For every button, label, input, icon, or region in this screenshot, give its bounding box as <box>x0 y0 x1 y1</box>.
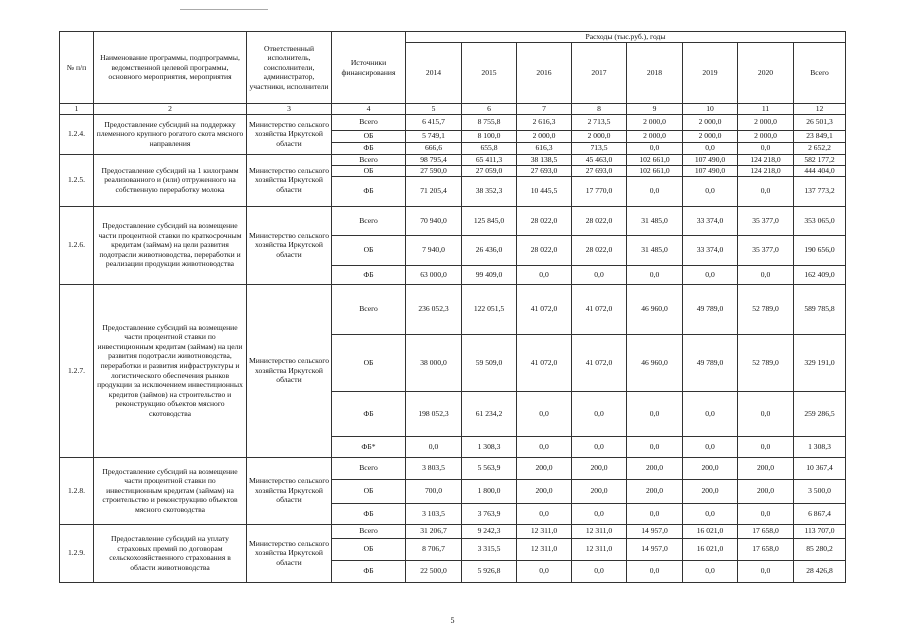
year-value: 2 713,5 <box>572 114 627 130</box>
year-value: 99 409,0 <box>462 265 517 284</box>
year-value: 0,0 <box>738 391 794 436</box>
year-value: 8 706,7 <box>406 538 462 560</box>
year-value: 655,8 <box>462 142 517 154</box>
year-value: 0,0 <box>627 265 683 284</box>
top-rule <box>180 9 268 10</box>
total-value: 582 177,2 <box>794 154 846 165</box>
year-value: 1 800,0 <box>462 479 517 503</box>
year-value: 8 100,0 <box>462 130 517 142</box>
year-value: 17 770,0 <box>572 176 627 206</box>
column-number: 10 <box>683 104 738 115</box>
year-value: 12 311,0 <box>517 524 572 538</box>
year-value: 3 315,5 <box>462 538 517 560</box>
year-value: 49 789,0 <box>683 334 738 391</box>
total-value: 6 867,4 <box>794 503 846 524</box>
col-header-total: Всего <box>794 43 846 104</box>
year-value: 0,0 <box>627 176 683 206</box>
year-value: 27 590,0 <box>406 165 462 176</box>
year-value: 27 693,0 <box>517 165 572 176</box>
year-value: 7 940,0 <box>406 235 462 265</box>
year-value: 198 052,3 <box>406 391 462 436</box>
year-value: 122 051,5 <box>462 284 517 334</box>
measure-name: Предоставление субсидий на 1 килограмм реализованного и (или) отгруженного на собственную переработку молока <box>94 154 247 206</box>
year-value: 52 789,0 <box>738 334 794 391</box>
year-value: 616,3 <box>517 142 572 154</box>
funding-source: Всего <box>332 457 406 479</box>
total-value: 190 656,0 <box>794 235 846 265</box>
year-value: 200,0 <box>517 457 572 479</box>
funding-source: ФБ* <box>332 436 406 457</box>
total-value: 26 501,3 <box>794 114 846 130</box>
year-value: 14 957,0 <box>627 538 683 560</box>
page-number: 5 <box>450 616 455 625</box>
year-value: 12 311,0 <box>572 538 627 560</box>
column-number: 1 <box>60 104 94 115</box>
year-value: 38 000,0 <box>406 334 462 391</box>
year-value: 0,0 <box>738 560 794 582</box>
funding-source: ФБ <box>332 503 406 524</box>
funding-source: Всего <box>332 524 406 538</box>
year-value: 0,0 <box>627 391 683 436</box>
table-row <box>60 284 846 334</box>
column-number: 2 <box>94 104 247 115</box>
funding-source: Всего <box>332 154 406 165</box>
total-value: 444 404,0 <box>794 165 846 176</box>
year-value: 5 926,8 <box>462 560 517 582</box>
year-value: 0,0 <box>738 503 794 524</box>
year-value: 33 374,0 <box>683 235 738 265</box>
total-value: 329 191,0 <box>794 334 846 391</box>
year-value: 12 311,0 <box>572 524 627 538</box>
year-value: 0,0 <box>572 560 627 582</box>
funding-source: Всего <box>332 114 406 130</box>
funding-source: ФБ <box>332 142 406 154</box>
column-number: 11 <box>738 104 794 115</box>
column-number-row <box>60 104 846 115</box>
year-value: 0,0 <box>627 560 683 582</box>
year-value: 102 661,0 <box>627 165 683 176</box>
total-value: 1 308,3 <box>794 436 846 457</box>
year-value: 14 957,0 <box>627 524 683 538</box>
year-value: 3 103,5 <box>406 503 462 524</box>
year-value: 2 000,0 <box>738 130 794 142</box>
col-header-year: 2016 <box>517 43 572 104</box>
year-value: 200,0 <box>738 479 794 503</box>
table-row <box>60 524 846 538</box>
measure-name: Предоставление субсидий на уплату страховых премий по договорам сельскохозяйственного страхования в области животноводства <box>94 524 247 582</box>
year-value: 2 000,0 <box>572 130 627 142</box>
total-value: 113 707,0 <box>794 524 846 538</box>
total-value: 10 367,4 <box>794 457 846 479</box>
total-value: 2 652,2 <box>794 142 846 154</box>
year-value: 28 022,0 <box>572 206 627 235</box>
total-value: 162 409,0 <box>794 265 846 284</box>
row-number: 1.2.6. <box>60 206 94 284</box>
year-value: 107 490,0 <box>683 165 738 176</box>
year-value: 17 658,0 <box>738 538 794 560</box>
year-value: 0,0 <box>627 503 683 524</box>
col-header-year: 2014 <box>406 43 462 104</box>
year-value: 0,0 <box>683 176 738 206</box>
year-value: 45 463,0 <box>572 154 627 165</box>
column-number: 9 <box>627 104 683 115</box>
year-value: 2 000,0 <box>738 114 794 130</box>
year-value: 0,0 <box>683 436 738 457</box>
year-value: 41 072,0 <box>517 334 572 391</box>
year-value: 200,0 <box>627 479 683 503</box>
year-value: 59 509,0 <box>462 334 517 391</box>
responsible-executor: Министерство сельского хозяйства Иркутской области <box>247 206 332 284</box>
row-number: 1.2.4. <box>60 114 94 154</box>
table-row <box>60 206 846 235</box>
col-header-responsible: Ответственный исполнитель, соисполнители, администратор, участники, исполнители <box>247 32 332 104</box>
year-value: 46 960,0 <box>627 334 683 391</box>
year-value: 28 022,0 <box>517 235 572 265</box>
responsible-executor: Министерство сельского хозяйства Иркутской области <box>247 524 332 582</box>
year-value: 3 763,9 <box>462 503 517 524</box>
funding-source: ОБ <box>332 235 406 265</box>
year-value: 0,0 <box>572 436 627 457</box>
funding-source: Всего <box>332 206 406 235</box>
year-value: 22 500,0 <box>406 560 462 582</box>
col-header-expenses: Расходы (тыс.руб.), годы <box>406 32 846 43</box>
year-value: 3 803,5 <box>406 457 462 479</box>
col-header-num: № п/п <box>60 32 94 104</box>
year-value: 0,0 <box>683 503 738 524</box>
total-value: 589 785,8 <box>794 284 846 334</box>
year-value: 41 072,0 <box>517 284 572 334</box>
year-value: 28 022,0 <box>572 235 627 265</box>
row-number: 1.2.9. <box>60 524 94 582</box>
measure-name: Предоставление субсидий на поддержку племенного крупного рогатого скота мясного направления <box>94 114 247 154</box>
year-value: 10 445,5 <box>517 176 572 206</box>
year-value: 35 377,0 <box>738 235 794 265</box>
year-value: 0,0 <box>517 391 572 436</box>
year-value: 2 000,0 <box>683 130 738 142</box>
column-number: 5 <box>406 104 462 115</box>
year-value: 0,0 <box>517 265 572 284</box>
year-value: 33 374,0 <box>683 206 738 235</box>
year-value: 200,0 <box>738 457 794 479</box>
year-value: 71 205,4 <box>406 176 462 206</box>
year-value: 41 072,0 <box>572 334 627 391</box>
year-value: 0,0 <box>627 142 683 154</box>
funding-source: ОБ <box>332 130 406 142</box>
table-row <box>60 154 846 165</box>
funding-source: ОБ <box>332 479 406 503</box>
year-value: 49 789,0 <box>683 284 738 334</box>
year-value: 0,0 <box>738 265 794 284</box>
year-value: 46 960,0 <box>627 284 683 334</box>
year-value: 700,0 <box>406 479 462 503</box>
col-header-year: 2017 <box>572 43 627 104</box>
funding-source: ФБ <box>332 391 406 436</box>
year-value: 27 693,0 <box>572 165 627 176</box>
total-value: 3 500,0 <box>794 479 846 503</box>
column-number: 4 <box>332 104 406 115</box>
year-value: 8 755,8 <box>462 114 517 130</box>
year-value: 5 749,1 <box>406 130 462 142</box>
expenses-table <box>59 31 846 583</box>
year-value: 0,0 <box>517 560 572 582</box>
responsible-executor: Министерство сельского хозяйства Иркутской области <box>247 457 332 524</box>
year-value: 31 485,0 <box>627 206 683 235</box>
responsible-executor: Министерство сельского хозяйства Иркутской области <box>247 114 332 154</box>
row-number: 1.2.5. <box>60 154 94 206</box>
year-value: 0,0 <box>572 391 627 436</box>
total-value: 23 849,1 <box>794 130 846 142</box>
year-value: 200,0 <box>683 479 738 503</box>
col-header-name: Наименование программы, подпрограммы, ведомственной целевой программы, основного мероприятия, мероприятия <box>94 32 247 104</box>
year-value: 124 218,0 <box>738 165 794 176</box>
year-value: 9 242,3 <box>462 524 517 538</box>
year-value: 2 000,0 <box>627 130 683 142</box>
year-value: 200,0 <box>683 457 738 479</box>
measure-name: Предоставление субсидий на возмещение части процентной ставки по краткосрочным кредитам (займам) на цели развития подотрасли животноводства, переработки и реализации продукции животноводства <box>94 206 247 284</box>
year-value: 41 072,0 <box>572 284 627 334</box>
year-value: 0,0 <box>683 560 738 582</box>
year-value: 124 218,0 <box>738 154 794 165</box>
funding-source: Всего <box>332 284 406 334</box>
col-header-year: 2019 <box>683 43 738 104</box>
year-value: 6 415,7 <box>406 114 462 130</box>
year-value: 200,0 <box>517 479 572 503</box>
year-value: 26 436,0 <box>462 235 517 265</box>
funding-source: ОБ <box>332 165 406 176</box>
year-value: 666,6 <box>406 142 462 154</box>
total-value: 353 065,0 <box>794 206 846 235</box>
year-value: 52 789,0 <box>738 284 794 334</box>
year-value: 28 022,0 <box>517 206 572 235</box>
year-value: 2 000,0 <box>517 130 572 142</box>
year-value: 38 352,3 <box>462 176 517 206</box>
year-value: 236 052,3 <box>406 284 462 334</box>
year-value: 98 795,4 <box>406 154 462 165</box>
funding-source: ФБ <box>332 560 406 582</box>
year-value: 17 658,0 <box>738 524 794 538</box>
col-header-year: 2018 <box>627 43 683 104</box>
year-value: 0,0 <box>517 436 572 457</box>
funding-source: ОБ <box>332 334 406 391</box>
year-value: 0,0 <box>406 436 462 457</box>
funding-source: ФБ <box>332 176 406 206</box>
responsible-executor: Министерство сельского хозяйства Иркутской области <box>247 154 332 206</box>
measure-name: Предоставление субсидий на возмещение части процентной ставки по инвестиционным кредитам (займам) на строительство и реконструкцию объектов мясного скотоводства <box>94 457 247 524</box>
year-value: 27 059,0 <box>462 165 517 176</box>
year-value: 0,0 <box>517 503 572 524</box>
year-value: 0,0 <box>738 142 794 154</box>
column-number: 12 <box>794 104 846 115</box>
year-value: 5 563,9 <box>462 457 517 479</box>
year-value: 713,5 <box>572 142 627 154</box>
table-row <box>60 114 846 130</box>
year-value: 0,0 <box>572 265 627 284</box>
year-value: 38 138,5 <box>517 154 572 165</box>
year-value: 0,0 <box>738 176 794 206</box>
year-value: 0,0 <box>738 436 794 457</box>
column-number: 8 <box>572 104 627 115</box>
year-value: 200,0 <box>572 457 627 479</box>
year-value: 2 000,0 <box>627 114 683 130</box>
column-number: 3 <box>247 104 332 115</box>
col-header-year: 2020 <box>738 43 794 104</box>
year-value: 0,0 <box>683 265 738 284</box>
year-value: 0,0 <box>627 436 683 457</box>
col-header-year: 2015 <box>462 43 517 104</box>
year-value: 31 485,0 <box>627 235 683 265</box>
year-value: 2 616,3 <box>517 114 572 130</box>
year-value: 1 308,3 <box>462 436 517 457</box>
total-value: 85 280,2 <box>794 538 846 560</box>
year-value: 16 021,0 <box>683 538 738 560</box>
year-value: 0,0 <box>572 503 627 524</box>
year-value: 61 234,2 <box>462 391 517 436</box>
funding-source: ФБ <box>332 265 406 284</box>
column-number: 6 <box>462 104 517 115</box>
year-value: 2 000,0 <box>683 114 738 130</box>
year-value: 0,0 <box>683 391 738 436</box>
total-value: 28 426,8 <box>794 560 846 582</box>
year-value: 65 411,3 <box>462 154 517 165</box>
total-value: 137 773,2 <box>794 176 846 206</box>
year-value: 70 940,0 <box>406 206 462 235</box>
year-value: 200,0 <box>627 457 683 479</box>
row-number: 1.2.8. <box>60 457 94 524</box>
year-value: 102 661,0 <box>627 154 683 165</box>
responsible-executor: Министерство сельского хозяйства Иркутской области <box>247 284 332 457</box>
row-number: 1.2.7. <box>60 284 94 457</box>
table-row <box>60 457 846 479</box>
year-value: 107 490,0 <box>683 154 738 165</box>
year-value: 16 021,0 <box>683 524 738 538</box>
year-value: 200,0 <box>572 479 627 503</box>
col-header-source: Источники финансирования <box>332 32 406 104</box>
year-value: 35 377,0 <box>738 206 794 235</box>
total-value: 259 286,5 <box>794 391 846 436</box>
year-value: 31 206,7 <box>406 524 462 538</box>
year-value: 0,0 <box>683 142 738 154</box>
measure-name: Предоставление субсидий на возмещение части процентной ставки по инвестиционным кредитам (займам) на цели развития подотрасли животноводства, переработки и развития инфраструктуры и логистического обеспечения рынков продукции за исключением инвестиционных кредитов (займов) на строительство и реконструкцию объектов мясного скотоводства <box>94 284 247 457</box>
column-number: 7 <box>517 104 572 115</box>
funding-source: ОБ <box>332 538 406 560</box>
year-value: 125 845,0 <box>462 206 517 235</box>
year-value: 63 000,0 <box>406 265 462 284</box>
year-value: 12 311,0 <box>517 538 572 560</box>
